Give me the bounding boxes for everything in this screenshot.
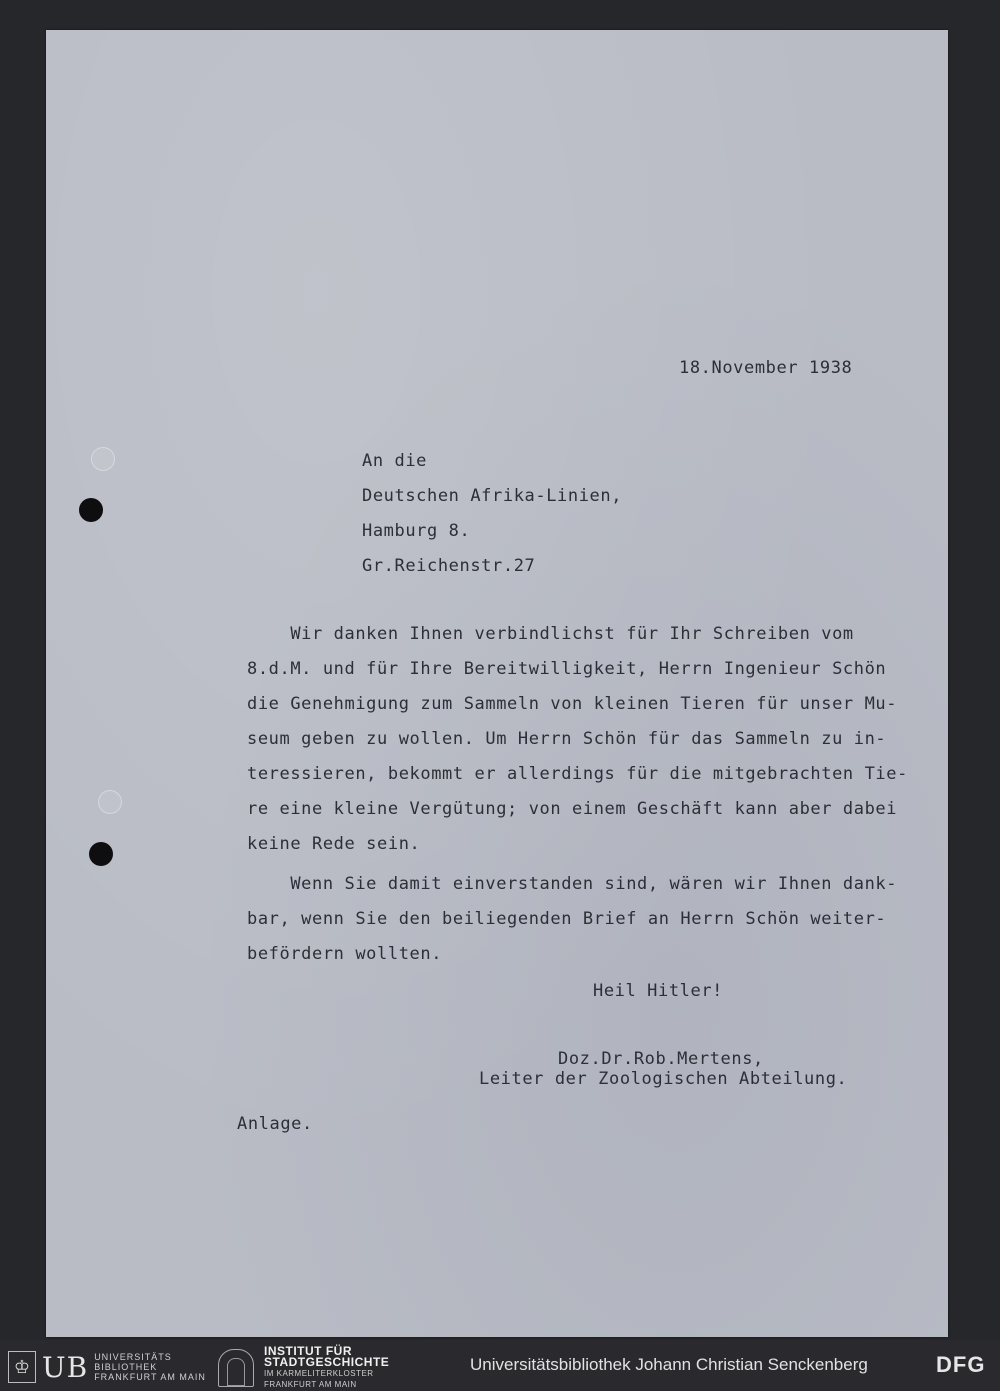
punch-hole-bottom <box>89 842 113 866</box>
body-line-4: seum geben zu wollen. Um Herrn Schön für das Sammeln zu in- <box>247 729 887 749</box>
letter-paper <box>46 30 948 1337</box>
institute-line-3: IM KARMELITERKLOSTER <box>264 1369 374 1378</box>
ub-seal-icon: ♔ <box>8 1351 36 1383</box>
institute-line-4: FRANKFURT AM MAIN <box>264 1380 357 1389</box>
body-line-5: teressieren, bekommt er allerdings für die mitgebrachten Tie- <box>247 764 908 784</box>
body-line-3: die Genehmigung zum Sammeln von kleinen Tieren für unser Mu- <box>247 694 898 714</box>
ub-text <box>94 1352 206 1382</box>
ub-letters: UB <box>42 1350 89 1384</box>
ub-line-1: UNIVERSITÄTS <box>94 1352 172 1362</box>
ub-line-3: FRANKFURT AM MAIN <box>94 1372 206 1382</box>
letter-date: 18.November 1938 <box>679 358 853 378</box>
body-line-6: re eine kleine Vergütung; von einem Geschäft kann aber dabei <box>247 799 898 819</box>
library-name: Universitätsbibliothek Johann Christian Senckenberg <box>470 1355 868 1374</box>
signature-title: Leiter der Zoologischen Abteilung. <box>479 1069 848 1089</box>
address-line-4: Gr.Reichenstr.27 <box>362 556 536 576</box>
signature-name: Doz.Dr.Rob.Mertens, <box>558 1049 764 1069</box>
address-line-2: Deutschen Afrika-Linien, <box>362 486 623 506</box>
institute-logo <box>218 1346 389 1390</box>
punch-hole-mark-bottom <box>98 790 122 814</box>
body-line-10: befördern wollten. <box>247 944 443 964</box>
dfg-logo: DFG <box>936 1352 986 1377</box>
body-line-1: Wir danken Ihnen verbindlichst für Ihr Schreiben vom <box>247 624 854 644</box>
arch-icon <box>218 1349 254 1387</box>
footer-bar <box>0 1340 1000 1391</box>
ub-line-2: BIBLIOTHEK <box>94 1362 158 1372</box>
closing-salutation: Heil Hitler! <box>593 981 724 1001</box>
body-line-8: Wenn Sie damit einverstanden sind, wären wir Ihnen dank- <box>247 874 898 894</box>
body-line-2: 8.d.M. und für Ihre Bereitwilligkeit, Herrn Ingenieur Schön <box>247 659 887 679</box>
institute-line-2: STADTGESCHICHTE <box>264 1355 390 1369</box>
institute-line-1: INSTITUT FÜR <box>264 1344 352 1358</box>
punch-hole-mark-top <box>91 447 115 471</box>
ub-logo <box>8 1350 206 1384</box>
body-line-7: keine Rede sein. <box>247 834 421 854</box>
address-line-1: An die <box>362 451 428 471</box>
enclosure-note: Anlage. <box>237 1114 313 1134</box>
address-line-3: Hamburg 8. <box>362 521 471 541</box>
punch-hole-top <box>79 498 103 522</box>
institute-text <box>264 1346 389 1390</box>
body-line-9: bar, wenn Sie den beiliegenden Brief an Herrn Schön weiter- <box>247 909 887 929</box>
